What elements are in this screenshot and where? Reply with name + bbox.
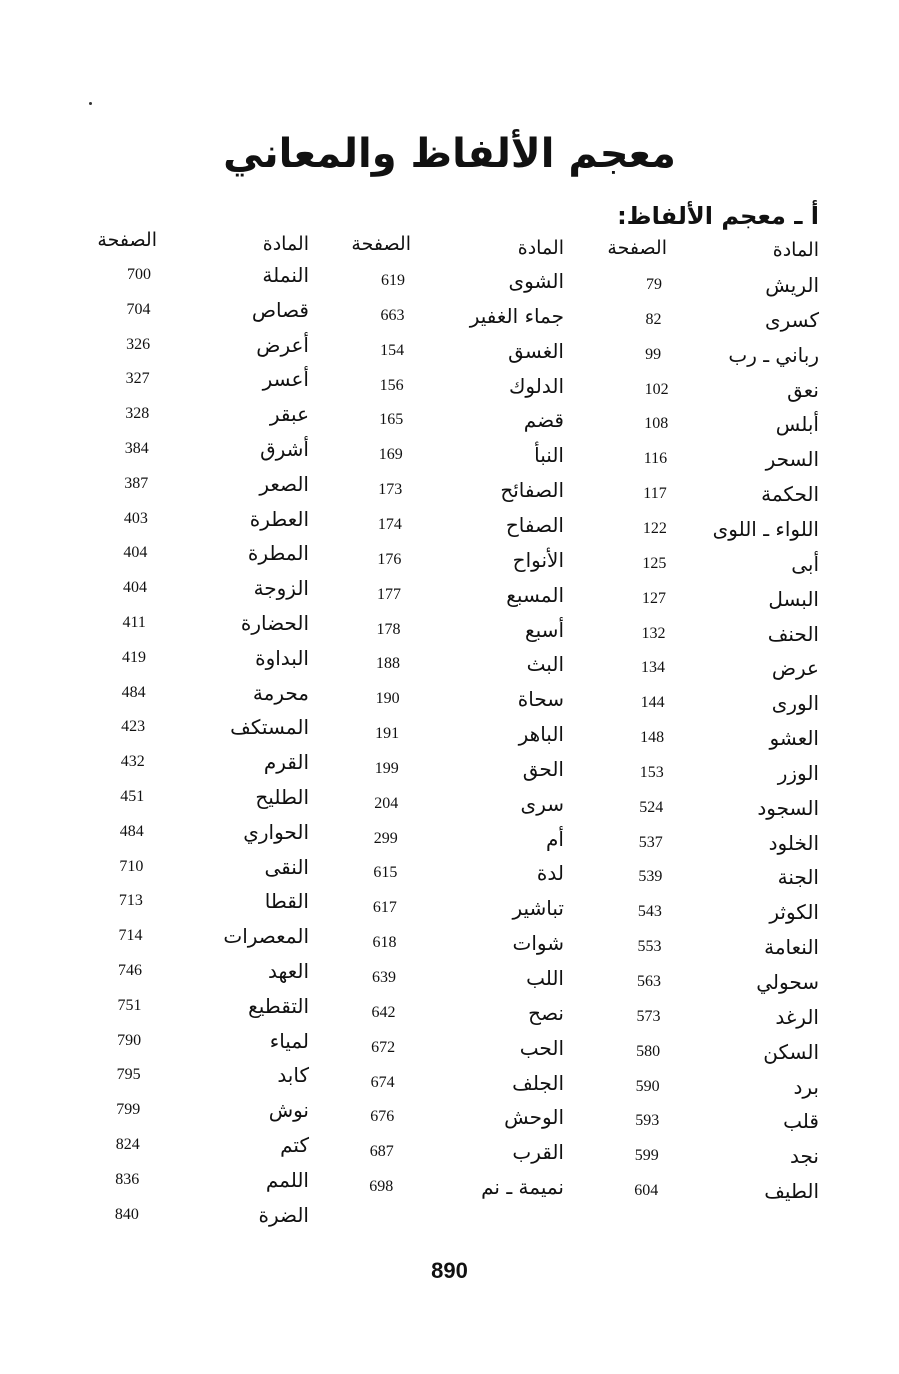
entry-word: الدلوك [508,373,564,398]
entry-page: 173 [378,481,403,499]
entry-word: الباهر [518,722,564,747]
entry-word: محرمة [252,680,309,705]
entry-page: 384 [124,440,149,457]
entry-word: البث [526,652,564,677]
entry-word: أبلس [775,412,819,437]
entry-page: 539 [638,868,663,886]
entry-page: 599 [634,1147,659,1165]
entry-page: 191 [375,725,400,743]
entry-word: الزوجة [253,576,309,601]
entry-word: اللمم [265,1167,309,1192]
entry-word: النعامة [764,935,819,960]
entry-page: 590 [635,1077,660,1095]
entry-word: الوزر [777,760,819,785]
entry-page: 387 [124,474,149,492]
entry-page: 178 [376,620,401,638]
entry-word: قلب [783,1109,819,1134]
entry-word: الوحش [504,1105,564,1130]
entry-word: سحاة [517,687,564,712]
entry-word: شوات [512,931,564,956]
entry-word: الخلود [768,830,819,855]
entry-page: 153 [639,763,664,781]
entry-page: 704 [126,300,151,318]
col3-page-header: الصفحة [97,229,157,251]
col1-page-header: الصفحة [607,237,667,259]
entry-page: 618 [372,934,397,952]
entry-page: 663 [380,306,405,324]
entry-page: 615 [373,864,398,882]
entry-page: 537 [638,833,663,851]
entry-word: جماء الغفير [469,303,564,328]
entry-word: لدة [536,861,564,886]
entry-word: قضم [523,408,564,433]
entry-page: 676 [370,1108,395,1126]
entry-word: المستكف [230,715,309,740]
entry-page: 573 [636,1007,661,1025]
page-number: 890 [431,1258,468,1283]
entry-page: 563 [637,973,661,990]
speck-mark [89,102,92,105]
entry-page: 125 [642,554,667,572]
section-heading: أ ـ معجم الألفاظ: [617,202,819,230]
entry-word: الحكمة [761,482,819,507]
entry-word: الضرة [258,1202,309,1227]
entry-page: 451 [120,788,145,805]
entry-page: 327 [125,370,150,388]
entry-page: 82 [645,310,662,328]
entry-word: سحولي [756,970,819,994]
entry-page: 116 [643,450,668,468]
entry-word: الورى [771,691,819,716]
entry-word: الصفائح [500,478,564,503]
entry-word: اللواء ـ اللوى [712,516,819,541]
entry-word: كابد [277,1063,309,1088]
entry-word: النبأ [534,443,564,468]
entry-word: الطليح [255,785,309,809]
entry-word: القرم [263,750,309,775]
entry-page: 176 [377,550,402,568]
entry-page: 79 [646,276,662,293]
entry-page: 154 [380,341,405,359]
entry-page: 404 [122,579,147,597]
entry-word: رباني ـ رب [728,342,819,367]
entry-word: أم [546,826,564,851]
entry-word: الغسق [508,338,564,363]
entry-page: 122 [642,519,667,537]
entry-word: الحضارة [240,611,309,635]
entry-page: 156 [379,376,404,394]
entry-page: 134 [641,659,666,677]
entry-page: 132 [641,624,666,642]
entry-page: 127 [641,589,666,607]
entry-page: 299 [373,829,398,847]
entry-word: المطرة [247,541,309,566]
entry-page: 790 [117,1031,142,1049]
entry-page: 824 [115,1136,140,1153]
entry-page: 174 [377,515,402,533]
entry-page: 619 [381,272,405,289]
entry-word: الريش [765,273,819,297]
entry-word: السكن [763,1039,819,1064]
entry-word: العشو [769,726,819,751]
entry-page: 713 [118,892,143,910]
entry-page: 204 [374,794,399,812]
entry-page: 99 [645,345,662,363]
entry-word: الشوى [508,269,564,293]
entry-word: العهد [267,959,309,983]
entry-word: الحنف [767,621,819,646]
entry-word: قصاص [251,297,309,322]
entry-page: 423 [121,718,146,736]
entry-page: 102 [644,380,669,398]
entry-page: 411 [122,614,146,631]
entry-word: كتم [280,1133,309,1157]
entry-page: 840 [114,1205,139,1223]
entry-page: 672 [371,1038,396,1056]
entry-page: 604 [634,1182,659,1200]
entry-word: لمياء [269,1028,309,1053]
entry-word: الجنة [777,865,819,890]
entry-word: أعرض [256,332,309,357]
entry-word: عبقر [269,402,309,427]
entry-page: 148 [640,729,665,747]
entry-page: 593 [635,1112,660,1130]
entry-page: 328 [125,405,150,423]
entry-page: 799 [116,1101,141,1119]
entry-page: 674 [370,1073,395,1091]
entry-page: 714 [118,927,143,945]
entry-word: التقطيع [248,993,309,1018]
entry-page: 746 [118,962,142,979]
entry-page: 484 [119,822,144,840]
entry-word: البداوة [255,645,309,670]
entry-word: برد [793,1074,819,1099]
entry-page: 144 [640,694,665,712]
entry-word: كسرى [764,307,819,332]
col2-page-header: الصفحة [351,233,411,255]
entry-page: 188 [376,655,401,673]
entry-word: الطيف [764,1179,819,1204]
entry-page: 698 [369,1178,394,1196]
entry-word: نميمة ـ نم [481,1175,564,1200]
col3-word-header: المادة [262,233,309,255]
entry-page: 617 [372,899,397,917]
entry-word: القرب [512,1140,564,1165]
entry-word: اللب [526,966,564,990]
entry-word: المعصرات [223,924,309,949]
entry-word: سرى [520,791,564,816]
entry-page: 710 [119,857,144,875]
entry-page: 326 [126,335,151,353]
col1-word-header: المادة [772,239,819,261]
entry-word: الرغد [775,1004,819,1029]
entry-page: 403 [123,509,148,527]
entry-word: أبى [791,551,819,576]
entry-page: 543 [637,903,662,921]
entry-page: 165 [379,411,404,429]
entry-page: 524 [639,798,664,816]
entry-word: الكوثر [769,900,819,925]
entry-word: الحب [519,1035,564,1060]
entry-page: 190 [375,690,400,708]
entry-word: العطرة [249,506,309,531]
entry-word: الحواري [243,819,309,844]
entry-word: السحر [765,447,819,472]
entry-page: 117 [643,485,667,503]
entry-page: 751 [117,996,142,1014]
entry-word: عرض [771,656,819,681]
entry-page: 795 [116,1066,141,1084]
entry-word: أعسر [262,367,309,392]
entry-page: 432 [120,753,145,771]
entry-page: 642 [371,1003,396,1021]
entry-page: 419 [122,648,147,666]
entry-word: النملة [262,263,309,287]
entry-word: الصعر [259,471,309,496]
col2-word-header: المادة [517,237,564,259]
entry-page: 484 [121,683,146,701]
entry-word: نصح [528,1000,564,1025]
entry-page: 404 [123,544,148,562]
entry-word: أشرق [260,437,309,461]
entry-word: الجلف [512,1070,564,1095]
entry-word: الأنواح [512,547,564,572]
entry-page: 687 [369,1143,394,1161]
entry-word: القطا [264,889,309,914]
entry-page: 199 [374,759,399,777]
entry-word: أسبع [525,617,564,642]
entry-word: نوش [268,1098,309,1123]
entry-page: 108 [644,415,669,433]
entry-page: 553 [637,938,662,956]
entry-word: الصفاح [505,512,564,537]
entry-word: المسبع [506,582,564,607]
entry-word: نجد [790,1144,819,1169]
entry-page: 169 [378,446,403,464]
entry-word: النقى [264,854,309,879]
entry-page: 580 [636,1042,661,1060]
entry-page: 639 [372,969,396,986]
entry-page: 836 [115,1170,140,1188]
entry-word: السجود [757,795,819,820]
entry-word: البسل [768,586,819,611]
entry-page: 177 [376,585,401,603]
entry-word: نعق [787,377,819,402]
entry-page: 700 [127,266,151,283]
entry-word: الحق [522,756,564,781]
page-title: معجم الألفاظ والمعاني [223,131,676,177]
entry-word: تباشير [512,896,564,921]
